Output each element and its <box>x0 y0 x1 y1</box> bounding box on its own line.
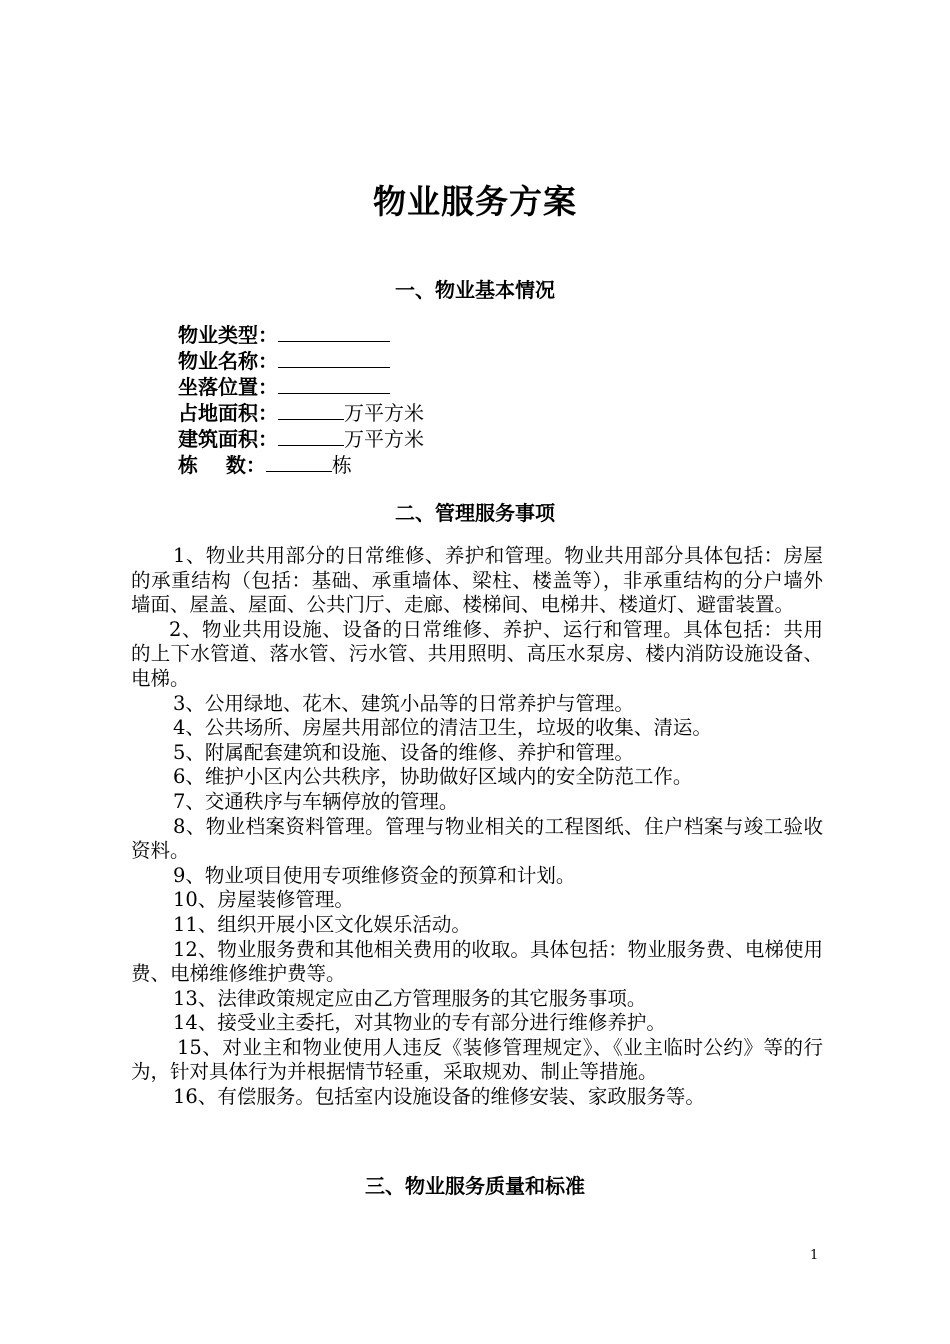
service-item: 2、物业共用设施、设备的日常维修、养护、运行和管理。具体包括：共用的上下水管道、落水管、污水管、共用照明、高压水泵房、楼内消防设施设备、电梯。 <box>131 617 823 690</box>
info-row-land-area <box>178 400 578 426</box>
fill-blank <box>278 375 390 394</box>
service-item: 16、有偿服务。包括室内设施设备的维修安装、家政服务等。 <box>173 1085 705 1109</box>
fill-blank <box>266 453 332 472</box>
info-row-building-count <box>178 452 578 478</box>
service-item: 8、物业档案资料管理。管理与物业相关的工程图纸、住户档案与竣工验收资料。 <box>131 814 823 863</box>
info-label: 物业名称： <box>178 349 278 373</box>
service-item: 14、接受业主委托，对其物业的专有部分进行维修养护。 <box>173 1011 666 1035</box>
service-item: 6、维护小区内公共秩序，协助做好区域内的安全防范工作。 <box>173 765 693 789</box>
info-label: 坐落位置： <box>178 375 278 399</box>
service-item: 11、组织开展小区文化娱乐活动。 <box>173 912 471 936</box>
section-heading-quality-standards: 三、物业服务质量和标准 <box>365 1174 585 1198</box>
info-row-property-type <box>178 322 578 348</box>
service-item: 9、物业项目使用专项维修资金的预算和计划。 <box>173 863 576 887</box>
service-item: 5、附属配套建筑和设施、设备的维修、养护和管理。 <box>173 740 634 764</box>
fill-blank <box>278 401 344 420</box>
info-unit: 栋 <box>331 453 352 477</box>
service-item: 7、交通秩序与车辆停放的管理。 <box>173 789 459 813</box>
section-heading-service-items: 二、管理服务事项 <box>395 501 555 525</box>
info-row-property-name <box>178 348 578 374</box>
service-item: 12、物业服务费和其他相关费用的收取。具体包括：物业服务费、电梯使用费、电梯维修维护费等。 <box>131 937 823 986</box>
service-item: 15、对业主和物业使用人违反《装修管理规定》、《业主临时公约》等的行为，针对具体行为并根据情节轻重，采取规劝、制止等措施。 <box>131 1035 823 1084</box>
info-row-location <box>178 374 578 400</box>
basic-info-block <box>178 322 578 478</box>
info-unit: 万平方米 <box>344 427 424 451</box>
service-item: 10、房屋装修管理。 <box>173 888 354 912</box>
service-item: 3、公用绿地、花木、建筑小品等的日常养护与管理。 <box>173 691 634 715</box>
info-unit: 万平方米 <box>344 401 424 425</box>
fill-blank <box>278 427 344 446</box>
fill-blank <box>278 349 390 368</box>
info-label: 物业类型： <box>178 323 278 347</box>
service-item: 13、法律政策规定应由乙方管理服务的其它服务事项。 <box>173 986 647 1010</box>
service-items-list <box>131 544 823 1110</box>
info-label: 建筑面积： <box>178 427 278 451</box>
page-number: 1 <box>810 1248 819 1263</box>
info-label: 栋 数： <box>178 453 266 477</box>
fill-blank <box>278 323 390 342</box>
info-row-building-area <box>178 426 578 452</box>
service-item: 1、物业共用部分的日常维修、养护和管理。物业共用部分具体包括：房屋的承重结构（包括：基础、承重墙体、梁柱、楼盖等），非承重结构的分户墙外墙面、屋盖、屋面、公共门厅、走廊、楼梯间、电梯井、楼道灯、避雷装置。 <box>131 544 823 617</box>
service-item: 4、公共场所、房屋共用部位的清洁卫生，垃圾的收集、清运。 <box>173 716 712 740</box>
section-heading-basic-info: 一、物业基本情况 <box>395 278 555 302</box>
document-title: 物业服务方案 <box>373 182 577 221</box>
info-label: 占地面积： <box>178 401 278 425</box>
